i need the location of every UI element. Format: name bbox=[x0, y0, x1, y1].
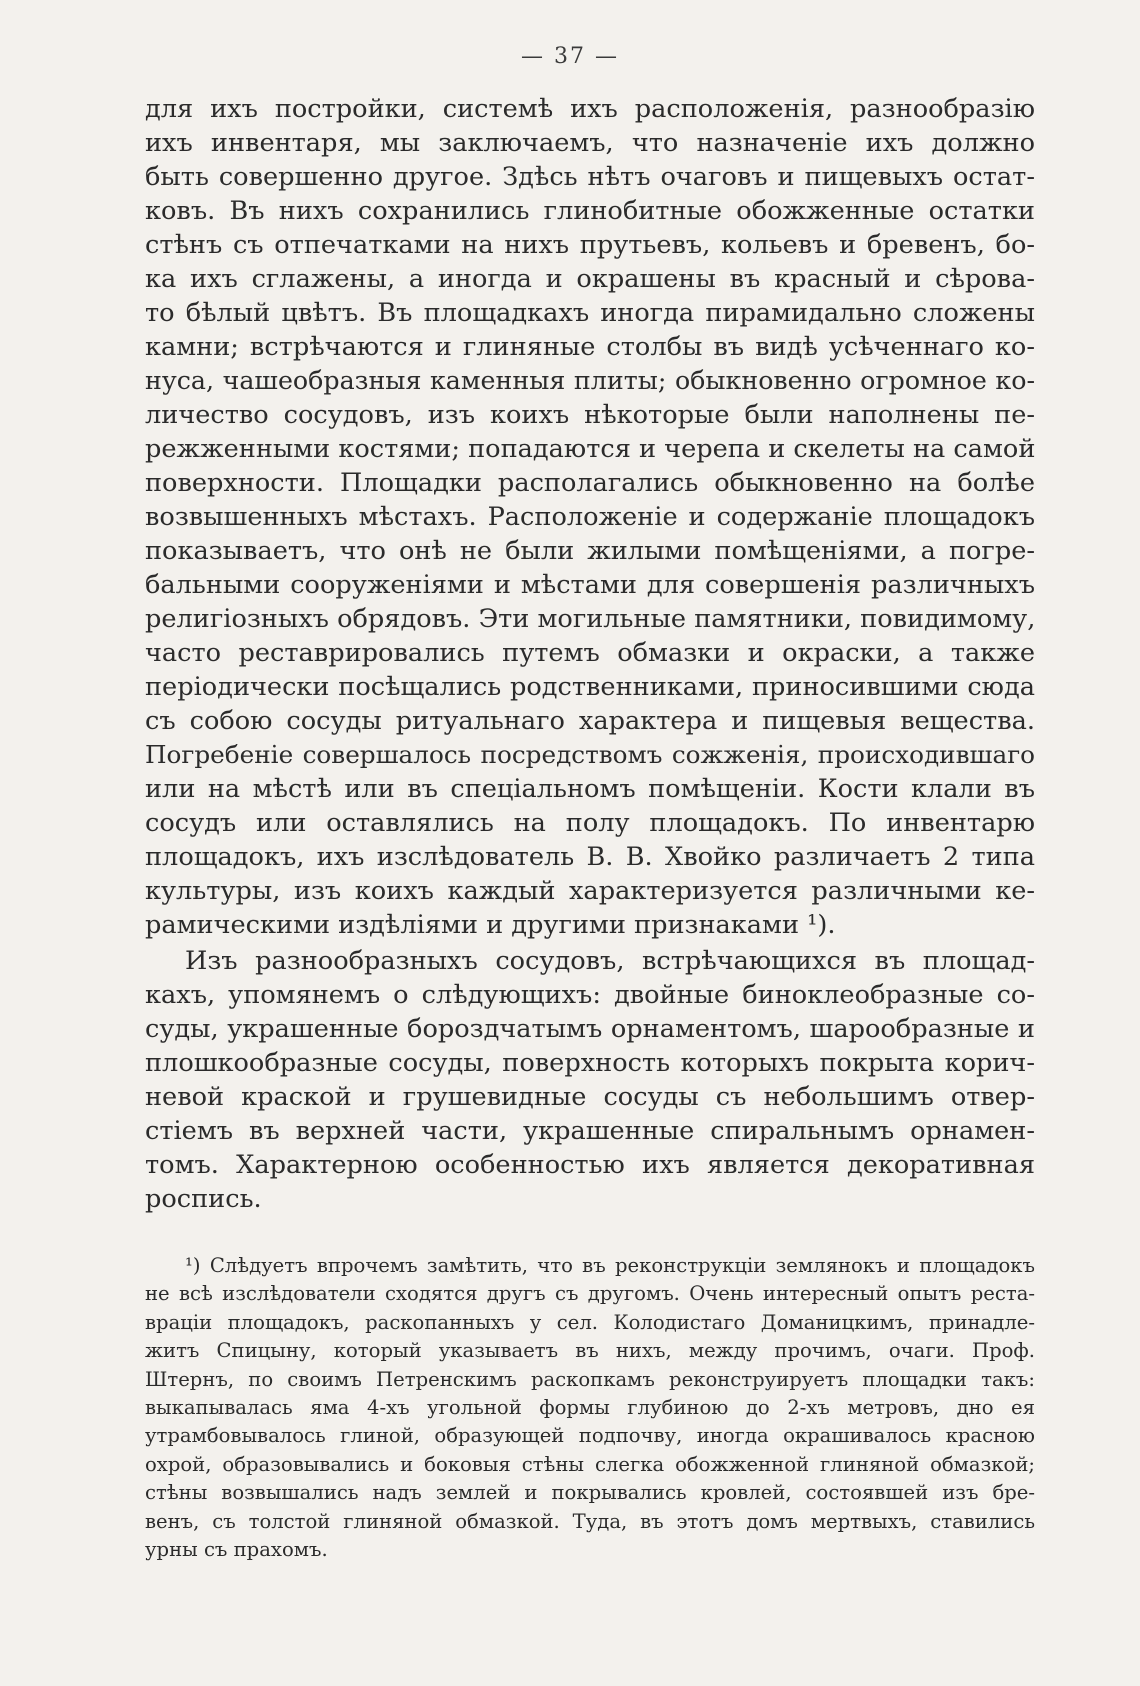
text-line: режженными костями; попадаются и черепа и скелеты на самой bbox=[145, 434, 1035, 464]
text-line: или на мѣстѣ или въ спеціальномъ помѣщеніи. Кости клали въ bbox=[145, 774, 1035, 804]
text-line: Изъ разнообразныхъ сосудовъ, встрѣчающихся въ площад- bbox=[185, 946, 1035, 976]
footnote-line: стѣны возвышались надъ землей и покрывались кровлей, состоявшей изъ бре- bbox=[145, 1481, 1035, 1505]
text-line: суды, украшенные бороздчатымъ орнаментомъ, шарообразные и bbox=[145, 1014, 1035, 1044]
text-line: часто реставрировались путемъ обмазки и окраски, а также bbox=[145, 638, 1035, 668]
footnote-line: охрой, образовывались и боковыя стѣны слегка обожженной глиняной обмазкой; bbox=[145, 1452, 1035, 1476]
footnote-line: утрамбовывалось глиной, образующей подпочву, иногда окрашивалось красною bbox=[145, 1424, 1035, 1448]
text-line: съ собою сосуды ритуальнаго характера и пищевыя вещества. bbox=[145, 706, 1035, 736]
footnote-line: венъ, съ толстой глиняной обмазкой. Туда, въ этотъ домъ мертвыхъ, ставились bbox=[145, 1509, 1035, 1533]
text-line: стѣнъ съ отпечатками на нихъ прутьевъ, кольевъ и бревенъ, бо- bbox=[145, 230, 1035, 260]
text-line: стіемъ въ верхней части, украшенные спиральнымъ орнамен- bbox=[145, 1116, 1035, 1146]
text-line: Погребеніе совершалось посредствомъ сожженія, происходившаго bbox=[145, 740, 1035, 769]
text-line: религіозныхъ обрядовъ. Эти могильные памятники, повидимому, bbox=[145, 604, 1035, 634]
main-text bbox=[145, 92, 1035, 1216]
text-line: невой краской и грушевидные сосуды съ небольшимъ отвер- bbox=[145, 1082, 1035, 1112]
paragraph-2 bbox=[145, 944, 1035, 1216]
text-line: ка ихъ сглажены, а иногда и окрашены въ красный и сѣрова- bbox=[145, 264, 1035, 294]
text-line: бальными сооруженіями и мѣстами для совершенія различныхъ bbox=[145, 570, 1035, 600]
footnote-line: Штернъ, по своимъ Петренскимъ раскопкамъ реконструируетъ площадки такъ: bbox=[145, 1367, 1035, 1391]
footnote-line: выкапывалась яма 4-хъ угольной формы глубиною до 2-хъ метровъ, дно ея bbox=[145, 1395, 1035, 1419]
text-line: ковъ. Въ нихъ сохранились глинобитные обожженные остатки bbox=[145, 196, 1035, 226]
text-line: то бѣлый цвѣтъ. Въ площадкахъ иногда пирамидально сложены bbox=[145, 298, 1035, 328]
text-line: показываетъ, что онѣ не были жилыми помѣщеніями, а погре- bbox=[145, 536, 1035, 566]
page-number: — 37 — bbox=[521, 44, 619, 69]
text-line: сосудъ или оставлялись на полу площадокъ. По инвентарю bbox=[145, 808, 1035, 838]
footnote-line: житъ Спицыну, который указываетъ въ нихъ, между прочимъ, очаги. Проф. bbox=[145, 1339, 1035, 1363]
text-line: ихъ инвентаря, мы заключаемъ, что назначеніе ихъ должно bbox=[145, 128, 1035, 158]
text-line: культуры, изъ коихъ каждый характеризуется различными ке- bbox=[145, 876, 1035, 906]
text-line: роспись. bbox=[145, 1184, 262, 1214]
paragraph-1 bbox=[145, 92, 1035, 942]
text-line: быть совершенно другое. Здѣсь нѣтъ очаговъ и пищевыхъ остат- bbox=[145, 162, 1035, 192]
footnote-line: урны съ прахомъ. bbox=[145, 1537, 328, 1561]
text-line: нуса, чашеобразныя каменныя плиты; обыкновенно огромное ко- bbox=[145, 366, 1035, 395]
text-line: плошкообразные сосуды, поверхность которыхъ покрыта корич- bbox=[145, 1048, 1035, 1078]
text-line: камни; встрѣчаются и глиняные столбы въ видѣ усѣченнаго ко- bbox=[145, 332, 1035, 362]
footnote-line: не всѣ изслѣдователи сходятся другъ съ другомъ. Очень интересный опытъ реста- bbox=[145, 1282, 1035, 1306]
text-line: личество сосудовъ, изъ коихъ нѣкоторые были наполнены пе- bbox=[145, 400, 1035, 430]
footnote-line: враціи площадокъ, раскопанныхъ у сел. Колодистаго Доманицкимъ, принадле- bbox=[145, 1310, 1035, 1334]
text-line: площадокъ, ихъ изслѣдователь В. В. Хвойко различаетъ 2 типа bbox=[145, 842, 1035, 872]
text-line: для ихъ постройки, системѣ ихъ расположенія, разнообразію bbox=[145, 94, 1035, 124]
text-line: рамическими издѣліями и другими признаками ¹). bbox=[145, 910, 836, 940]
footnote-line: ¹) Слѣдуетъ впрочемъ замѣтить, что въ реконструкціи землянокъ и площадокъ bbox=[185, 1254, 1035, 1277]
text-line: періодически посѣщались родственниками, приносившими сюда bbox=[145, 672, 1035, 702]
footnote-block bbox=[145, 1252, 1035, 1564]
text-line: кахъ, упомянемъ о слѣдующихъ: двойные биноклеобразные со- bbox=[145, 980, 1035, 1010]
text-line: возвышенныхъ мѣстахъ. Расположеніе и содержаніе площадокъ bbox=[145, 502, 1035, 532]
text-line: томъ. Характерною особенностью ихъ является декоративная bbox=[145, 1150, 1035, 1180]
text-line: поверхности. Площадки располагались обыкновенно на болѣе bbox=[145, 468, 1035, 498]
